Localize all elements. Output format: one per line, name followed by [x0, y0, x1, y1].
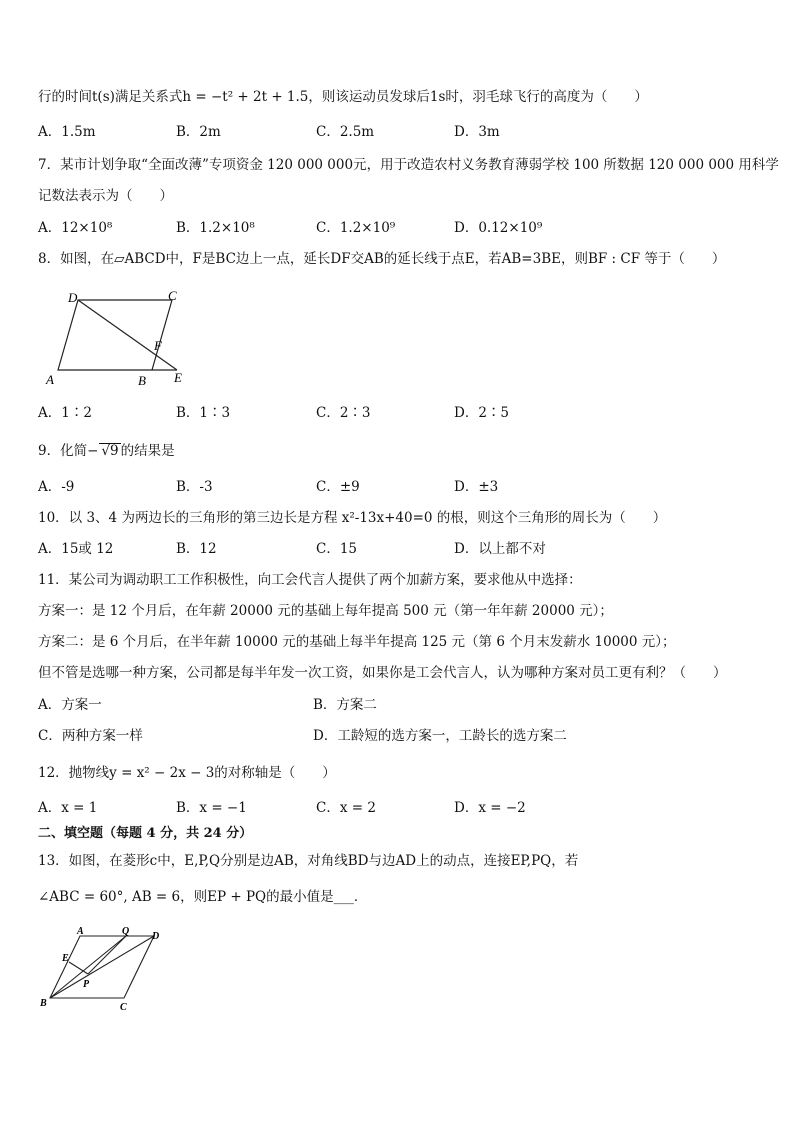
q7-options [38, 219, 758, 239]
segment-ep [69, 962, 88, 974]
q12-option-b: B．x = −1 [176, 800, 247, 816]
q12-options [38, 799, 758, 819]
section-heading-fill-in: 二、填空题（每题 4 分，共 24 分） [38, 826, 253, 841]
q9-option-d: D．±3 [454, 479, 499, 495]
q11-option-d: D．工龄短的选方案一，工龄长的选方案二 [313, 728, 567, 744]
q6-option-c: C．2.5m [316, 124, 375, 140]
q9-option-b: B．-3 [176, 479, 213, 495]
q8-options [38, 404, 758, 424]
q13-stem-line2: ∠ABC = 60°, AB = 6，则EP + PQ的最小值是___． [38, 889, 368, 905]
q12-option-d: D．x = −2 [454, 800, 526, 816]
q11-plan-two: 方案二：是 6 个月后，在半年薪 10000 元的基础上每半年提高 125 元（第 6 个月末发薪水 10000 元）； [38, 634, 676, 650]
label-a: A [77, 926, 84, 937]
q10-option-a: A．15或 12 [38, 541, 114, 557]
q11-stem-line1: 11．某公司为调动职工工作积极性，向工会代言人提供了两个加薪方案，要求他从中选择： [38, 572, 582, 588]
parallelogram-abcd [58, 300, 172, 370]
q9-stem [38, 442, 175, 460]
q11-option-b: B．方案二 [313, 697, 377, 713]
q9-radicand: 9 [110, 443, 119, 459]
label-c: C [168, 288, 177, 303]
q8-option-c: C．2∶3 [316, 405, 371, 421]
q7-option-c: C．1.2×10⁹ [316, 220, 396, 236]
label-d: D [68, 290, 78, 305]
segment-pq [88, 936, 126, 974]
q6-stem: 行的时间t(s)满足关系式h = −t² + 2t + 1.5，则该运动员发球后1s时，羽毛球飞行的高度为（ ） [38, 89, 648, 105]
q8-option-a: A．1∶2 [38, 405, 92, 421]
q9-prefix: 9．化简− [38, 443, 99, 459]
label-d: D [152, 931, 160, 942]
q10-option-c: C．15 [316, 541, 358, 557]
label-p: P [83, 979, 90, 990]
label-a: A [46, 372, 54, 387]
q11-options-row1 [38, 696, 758, 716]
q13-rhombus-figure [36, 926, 168, 1018]
q7-stem-line1: 7．某市计划争取“全面改薄”专项资金 120 000 000元，用于改造农村义务教育薄弱学校 100 所数据 120 000 000 用科学 [38, 157, 779, 173]
label-q: Q [122, 926, 130, 937]
q9-radical: √9 [101, 443, 119, 459]
q11-option-c: C．两种方案一样 [38, 728, 143, 744]
q6-option-d: D．3m [454, 124, 500, 140]
q8-option-b: B．1∶3 [176, 405, 231, 421]
label-f: F [154, 338, 162, 353]
q12-stem: 12．抛物线y = x² − 2x − 3的对称轴是（ ） [38, 765, 336, 781]
q8-parallelogram-figure [40, 288, 210, 393]
q12-option-c: C．x = 2 [316, 800, 376, 816]
q11-option-a: A．方案一 [38, 697, 102, 713]
label-e: E [174, 370, 182, 385]
label-b: B [138, 373, 146, 388]
q13-stem-line1: 13．如图，在菱形c中，E,P,Q分别是边AB，对角线BD与边AD上的动点，连接EP,PQ，若 [38, 853, 579, 869]
q6-option-a: A．1.5m [38, 124, 96, 140]
label-e: E [62, 953, 69, 964]
q7-stem-line2: 记数法表示为（ ） [38, 188, 173, 204]
q11-plan-one: 方案一：是 12 个月后，在年薪 20000 元的基础上每年提高 500 元（第一年年薪 20000 元）； [38, 603, 613, 619]
q7-option-b: B．1.2×10⁸ [176, 220, 255, 236]
q9-option-a: A．-9 [38, 479, 75, 495]
label-b: B [40, 998, 47, 1009]
q9-options [38, 478, 758, 498]
q7-option-a: A．12×10⁸ [38, 220, 113, 236]
q11-options-row2 [38, 727, 758, 747]
q10-option-d: D．以上都不对 [454, 541, 546, 557]
q10-stem: 10．以 3、4 为两边长的三角形的第三边长是方程 x²-13x+40=0 的根，则这个三角形的周长为（ ） [38, 510, 667, 526]
q9-option-c: C．±9 [316, 479, 360, 495]
label-c: C [120, 1002, 127, 1013]
q11-question: 但不管是选哪一种方案，公司都是每半年发一次工资，如果你是工会代言人，认为哪种方案对员工更有利？（ ） [38, 665, 727, 681]
q8-option-d: D．2∶5 [454, 405, 510, 421]
q10-option-b: B．12 [176, 541, 217, 557]
q6-option-b: B．2m [176, 124, 221, 140]
q8-stem: 8．如图，在▱ABCD中，F是BC边上一点，延长DF交AB的延长线于点E，若AB=3BE，则BF : CF 等于（ ） [38, 251, 726, 267]
q12-option-a: A．x = 1 [38, 800, 98, 816]
q10-options [38, 540, 758, 560]
q6-options [38, 123, 758, 143]
q9-suffix: 的结果是 [120, 443, 175, 459]
q7-option-d: D．0.12×10⁹ [454, 220, 543, 236]
